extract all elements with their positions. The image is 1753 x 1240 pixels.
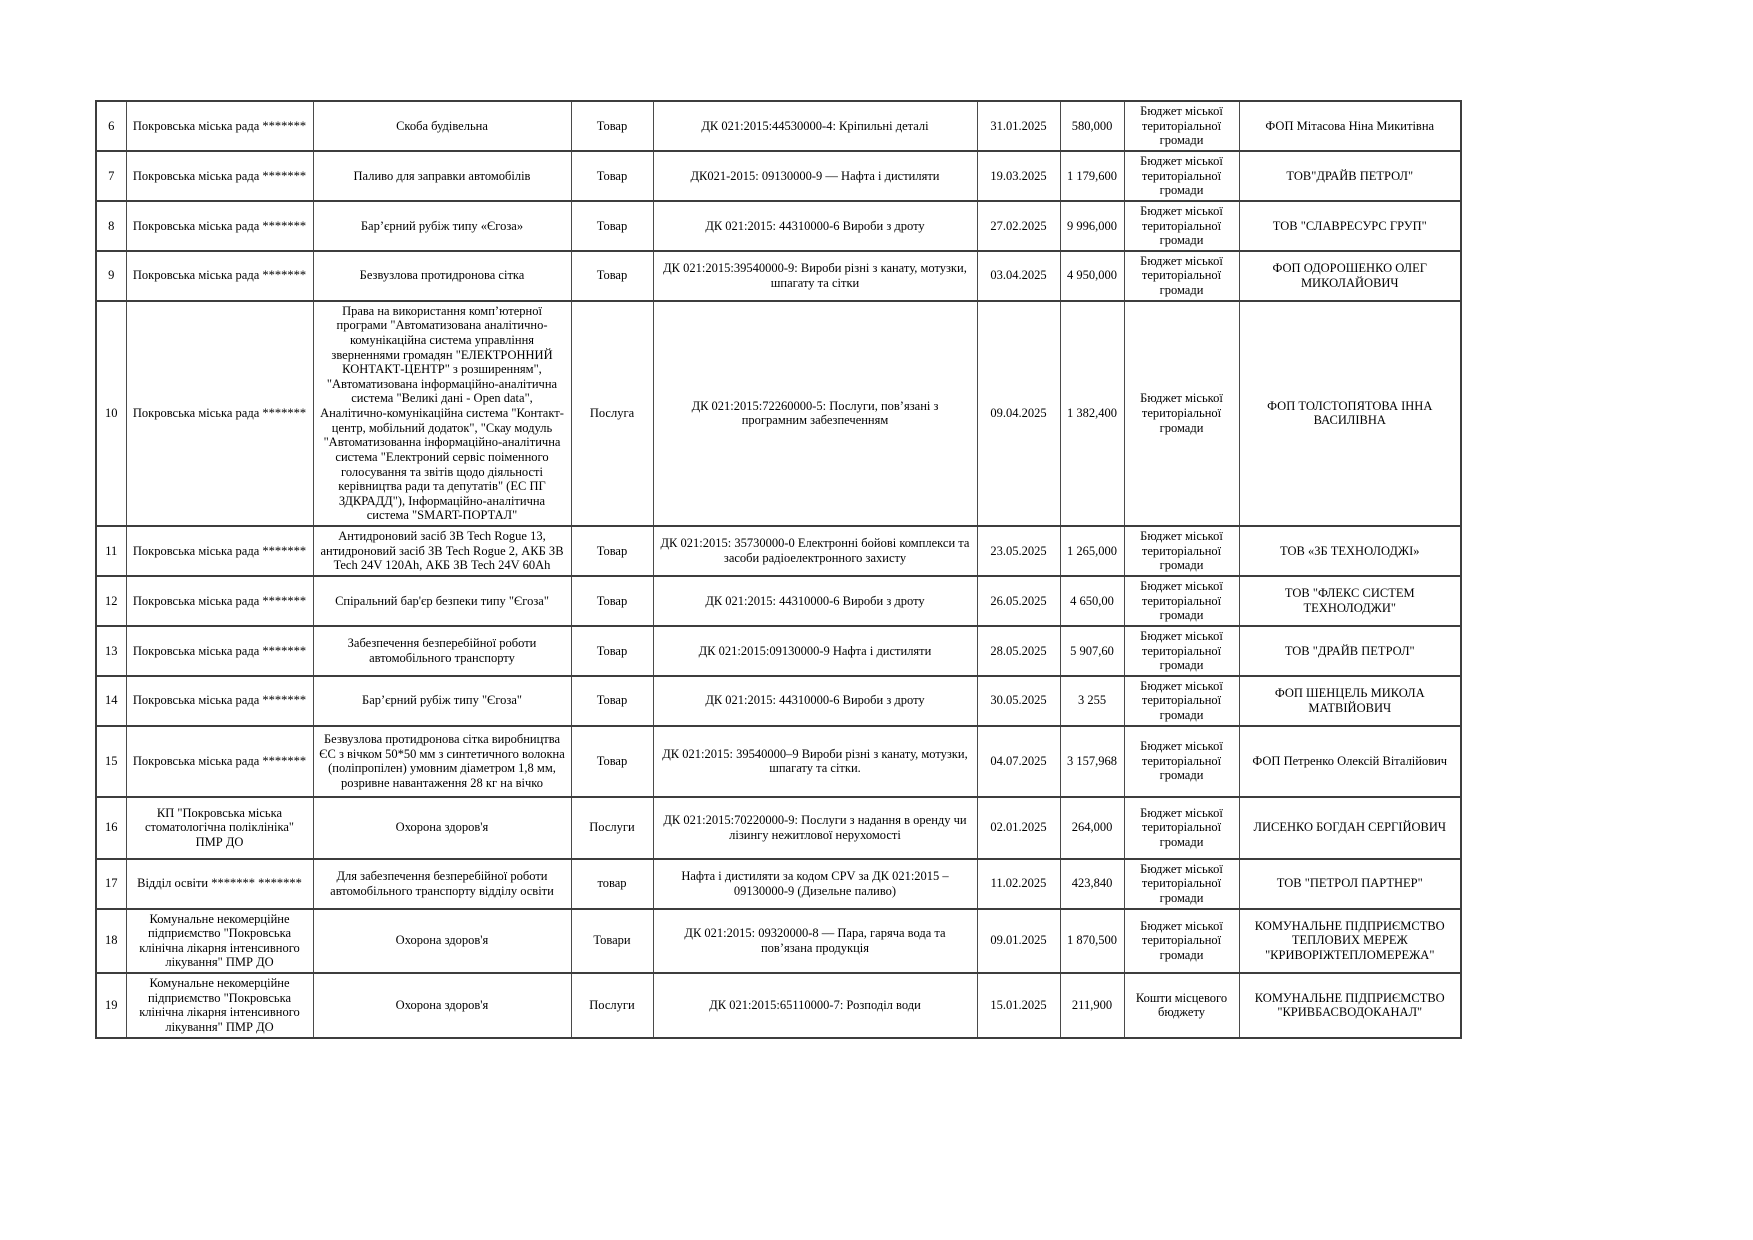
- supplier-cell: ТОВ "ПЕТРОЛ ПАРТНЕР": [1239, 859, 1461, 909]
- table-row: [96, 909, 1461, 974]
- amount-cell: 3 255: [1060, 676, 1124, 726]
- cpv-code-cell: ДК021-2015: 09130000-9 — Нафта і дистиляти: [653, 151, 977, 201]
- row-number-cell: 14: [96, 676, 126, 726]
- date-cell: 30.05.2025: [977, 676, 1060, 726]
- procurement-type-cell: Послуга: [571, 301, 653, 526]
- funding-source-cell: Бюджет міської територіальної громади: [1124, 726, 1239, 797]
- procurement-item-cell: Забезпечення безперебійної роботи автомобільного транспорту: [313, 626, 571, 676]
- table-row: [96, 973, 1461, 1038]
- cpv-code-cell: ДК 021:2015: 44310000-6 Вироби з дроту: [653, 676, 977, 726]
- funding-source-cell: Бюджет міської територіальної громади: [1124, 251, 1239, 301]
- date-cell: 02.01.2025: [977, 797, 1060, 859]
- procurement-type-cell: Товар: [571, 201, 653, 251]
- amount-cell: 9 996,000: [1060, 201, 1124, 251]
- procurement-item-cell: Охорона здоров'я: [313, 973, 571, 1038]
- date-cell: 15.01.2025: [977, 973, 1060, 1038]
- row-number-cell: 8: [96, 201, 126, 251]
- procurement-item-cell: Спіральний бар'єр безпеки типу "Єгоза": [313, 576, 571, 626]
- amount-cell: 1 870,500: [1060, 909, 1124, 974]
- amount-cell: 1 382,400: [1060, 301, 1124, 526]
- procurement-type-cell: Товар: [571, 676, 653, 726]
- date-cell: 09.01.2025: [977, 909, 1060, 974]
- amount-cell: 4 650,00: [1060, 576, 1124, 626]
- table-row: [96, 676, 1461, 726]
- customer-cell: Покровська міська рада *******: [126, 301, 313, 526]
- amount-cell: 5 907,60: [1060, 626, 1124, 676]
- procurement-item-cell: Бар’єрний рубіж типу "Єгоза": [313, 676, 571, 726]
- supplier-cell: ТОВ "ДРАЙВ ПЕТРОЛ": [1239, 626, 1461, 676]
- date-cell: 03.04.2025: [977, 251, 1060, 301]
- amount-cell: 580,000: [1060, 101, 1124, 151]
- customer-cell: Покровська міська рада *******: [126, 576, 313, 626]
- customer-cell: Комунальне некомерційне підприємство "Покровська клінічна лікарня інтенсивного лікування" ПМР ДО: [126, 973, 313, 1038]
- cpv-code-cell: Нафта і дистиляти за кодом CPV за ДК 021:2015 – 09130000-9 (Дизельне паливо): [653, 859, 977, 909]
- amount-cell: 264,000: [1060, 797, 1124, 859]
- funding-source-cell: Бюджет міської територіальної громади: [1124, 676, 1239, 726]
- cpv-code-cell: ДК 021:2015: 39540000–9 Вироби різні з канату, мотузки, шпагату та сітки.: [653, 726, 977, 797]
- table-row: [96, 526, 1461, 576]
- table-row: [96, 251, 1461, 301]
- customer-cell: Комунальне некомерційне підприємство "Покровська клінічна лікарня інтенсивного лікування" ПМР ДО: [126, 909, 313, 974]
- supplier-cell: ТОВ "ФЛЕКС СИСТЕМ ТЕХНОЛОДЖИ": [1239, 576, 1461, 626]
- procurement-type-cell: Товар: [571, 151, 653, 201]
- amount-cell: 1 179,600: [1060, 151, 1124, 201]
- funding-source-cell: Бюджет міської територіальної громади: [1124, 859, 1239, 909]
- row-number-cell: 10: [96, 301, 126, 526]
- procurement-table-body: [96, 101, 1461, 1038]
- funding-source-cell: Бюджет міської територіальної громади: [1124, 626, 1239, 676]
- supplier-cell: ЛИСЕНКО БОГДАН СЕРГІЙОВИЧ: [1239, 797, 1461, 859]
- procurement-item-cell: Антидроновий засіб ЗВ Tech Rogue 13, антидроновий засіб ЗВ Tech Rogue 2, АКБ ЗВ Tech 24V 120Ah, АКБ ЗВ Tech 24V 60Ah: [313, 526, 571, 576]
- customer-cell: КП "Покровська міська стоматологічна поліклініка" ПМР ДО: [126, 797, 313, 859]
- amount-cell: 423,840: [1060, 859, 1124, 909]
- procurement-type-cell: Послуги: [571, 797, 653, 859]
- customer-cell: Покровська міська рада *******: [126, 526, 313, 576]
- funding-source-cell: Бюджет міської територіальної громади: [1124, 151, 1239, 201]
- table-row: [96, 101, 1461, 151]
- table-row: [96, 576, 1461, 626]
- date-cell: 19.03.2025: [977, 151, 1060, 201]
- row-number-cell: 11: [96, 526, 126, 576]
- supplier-cell: ФОП ОДОРОШЕНКО ОЛЕГ МИКОЛАЙОВИЧ: [1239, 251, 1461, 301]
- procurement-type-cell: Товар: [571, 626, 653, 676]
- supplier-cell: ФОП Мітасова Ніна Микитівна: [1239, 101, 1461, 151]
- cpv-code-cell: ДК 021:2015: 44310000-6 Вироби з дроту: [653, 201, 977, 251]
- date-cell: 26.05.2025: [977, 576, 1060, 626]
- procurement-type-cell: Товар: [571, 101, 653, 151]
- date-cell: 04.07.2025: [977, 726, 1060, 797]
- procurement-type-cell: Послуги: [571, 973, 653, 1038]
- table-row: [96, 151, 1461, 201]
- table-row: [96, 859, 1461, 909]
- customer-cell: Покровська міська рада *******: [126, 251, 313, 301]
- procurement-item-cell: Охорона здоров'я: [313, 797, 571, 859]
- procurement-type-cell: товар: [571, 859, 653, 909]
- supplier-cell: ТОВ «ЗБ ТЕХНОЛОДЖІ»: [1239, 526, 1461, 576]
- table-row: [96, 201, 1461, 251]
- procurement-item-cell: Для забезпечення безперебійної роботи автомобільного транспорту відділу освіти: [313, 859, 571, 909]
- procurement-item-cell: Безвузлова протидронова сітка виробництва ЄС з вічком 50*50 мм з синтетичного волокна (поліпропілен) умовним діаметром 1,8 мм, розривне навантаження 28 кг на вічко: [313, 726, 571, 797]
- cpv-code-cell: ДК 021:2015: 44310000-6 Вироби з дроту: [653, 576, 977, 626]
- cpv-code-cell: ДК 021:2015: 09320000-8 — Пара, гаряча вода та пов’язана продукція: [653, 909, 977, 974]
- cpv-code-cell: ДК 021:2015:70220000-9: Послуги з надання в оренду чи лізингу нежитлової нерухомості: [653, 797, 977, 859]
- date-cell: 09.04.2025: [977, 301, 1060, 526]
- procurement-item-cell: Охорона здоров'я: [313, 909, 571, 974]
- row-number-cell: 16: [96, 797, 126, 859]
- procurement-type-cell: Товари: [571, 909, 653, 974]
- amount-cell: 1 265,000: [1060, 526, 1124, 576]
- funding-source-cell: Бюджет міської територіальної громади: [1124, 201, 1239, 251]
- funding-source-cell: Кошти місцевого бюджету: [1124, 973, 1239, 1038]
- procurement-item-cell: Безвузлова протидронова сітка: [313, 251, 571, 301]
- supplier-cell: КОМУНАЛЬНЕ ПІДПРИЄМСТВО ТЕПЛОВИХ МЕРЕЖ "КРИВОРІЖТЕПЛОМЕРЕЖА": [1239, 909, 1461, 974]
- supplier-cell: ФОП ТОЛСТОПЯТОВА ІННА ВАСИЛІВНА: [1239, 301, 1461, 526]
- procurement-type-cell: Товар: [571, 251, 653, 301]
- funding-source-cell: Бюджет міської територіальної громади: [1124, 797, 1239, 859]
- supplier-cell: КОМУНАЛЬНЕ ПІДПРИЄМСТВО "КРИВБАСВОДОКАНАЛ": [1239, 973, 1461, 1038]
- table-row: [96, 797, 1461, 859]
- procurement-item-cell: Паливо для заправки автомобілів: [313, 151, 571, 201]
- table-row: [96, 301, 1461, 526]
- amount-cell: 3 157,968: [1060, 726, 1124, 797]
- row-number-cell: 18: [96, 909, 126, 974]
- amount-cell: 211,900: [1060, 973, 1124, 1038]
- supplier-cell: ФОП Петренко Олексій Віталійович: [1239, 726, 1461, 797]
- row-number-cell: 9: [96, 251, 126, 301]
- date-cell: 11.02.2025: [977, 859, 1060, 909]
- procurement-type-cell: Товар: [571, 726, 653, 797]
- cpv-code-cell: ДК 021:2015: 35730000-0 Електронні бойові комплекси та засоби радіоелектронного захисту: [653, 526, 977, 576]
- row-number-cell: 7: [96, 151, 126, 201]
- cpv-code-cell: ДК 021:2015:39540000-9: Вироби різні з канату, мотузки, шпагату та сітки: [653, 251, 977, 301]
- row-number-cell: 12: [96, 576, 126, 626]
- procurement-type-cell: Товар: [571, 526, 653, 576]
- date-cell: 23.05.2025: [977, 526, 1060, 576]
- procurement-item-cell: Права на використання комп’ютерної програми "Автоматизована аналітично-комунікаційна система управління зверненнями громадян "ЕЛЕКТРОННИЙ КОНТАКТ-ЦЕНТР" з розширенням", "Автоматизована інформаційно-аналітична система "Великі дані - Open data", Аналітично-комунікаційна система "Контакт-центр, мобільний додаток", "Скау модуль "Автоматизованна інформаційно-аналітична система "Електроний сервіс поіменного голосування та звітів щодо діяльності керівництва ради та депутатів" (ЕС ПГ ЗДКРАДД"), Інформаційно-аналітична система "SMART-ПОРТАЛ": [313, 301, 571, 526]
- cpv-code-cell: ДК 021:2015:65110000-7: Розподіл води: [653, 973, 977, 1038]
- cpv-code-cell: ДК 021:2015:72260000-5: Послуги, пов’язані з програмним забезпеченням: [653, 301, 977, 526]
- table-row: [96, 626, 1461, 676]
- procurement-item-cell: Бар’єрний рубіж типу «Єгоза»: [313, 201, 571, 251]
- date-cell: 27.02.2025: [977, 201, 1060, 251]
- customer-cell: Покровська міська рада *******: [126, 626, 313, 676]
- row-number-cell: 19: [96, 973, 126, 1038]
- supplier-cell: ТОВ "СЛАВРЕСУРС ГРУП": [1239, 201, 1461, 251]
- funding-source-cell: Бюджет міської територіальної громади: [1124, 101, 1239, 151]
- funding-source-cell: Бюджет міської територіальної громади: [1124, 576, 1239, 626]
- customer-cell: Покровська міська рада *******: [126, 101, 313, 151]
- row-number-cell: 15: [96, 726, 126, 797]
- supplier-cell: ФОП ШЕНЦЕЛЬ МИКОЛА МАТВІЙОВИЧ: [1239, 676, 1461, 726]
- funding-source-cell: Бюджет міської територіальної громади: [1124, 909, 1239, 974]
- row-number-cell: 13: [96, 626, 126, 676]
- funding-source-cell: Бюджет міської територіальної громади: [1124, 301, 1239, 526]
- customer-cell: Відділ освіти ******* *******: [126, 859, 313, 909]
- cpv-code-cell: ДК 021:2015:09130000-9 Нафта і дистиляти: [653, 626, 977, 676]
- row-number-cell: 17: [96, 859, 126, 909]
- cpv-code-cell: ДК 021:2015:44530000-4: Кріпильні деталі: [653, 101, 977, 151]
- customer-cell: Покровська міська рада *******: [126, 676, 313, 726]
- table-row: [96, 726, 1461, 797]
- supplier-cell: ТОВ"ДРАЙВ ПЕТРОЛ": [1239, 151, 1461, 201]
- procurement-table: [95, 100, 1462, 1039]
- amount-cell: 4 950,000: [1060, 251, 1124, 301]
- funding-source-cell: Бюджет міської територіальної громади: [1124, 526, 1239, 576]
- procurement-item-cell: Скоба будівельна: [313, 101, 571, 151]
- customer-cell: Покровська міська рада *******: [126, 726, 313, 797]
- customer-cell: Покровська міська рада *******: [126, 151, 313, 201]
- procurement-type-cell: Товар: [571, 576, 653, 626]
- customer-cell: Покровська міська рада *******: [126, 201, 313, 251]
- date-cell: 28.05.2025: [977, 626, 1060, 676]
- row-number-cell: 6: [96, 101, 126, 151]
- date-cell: 31.01.2025: [977, 101, 1060, 151]
